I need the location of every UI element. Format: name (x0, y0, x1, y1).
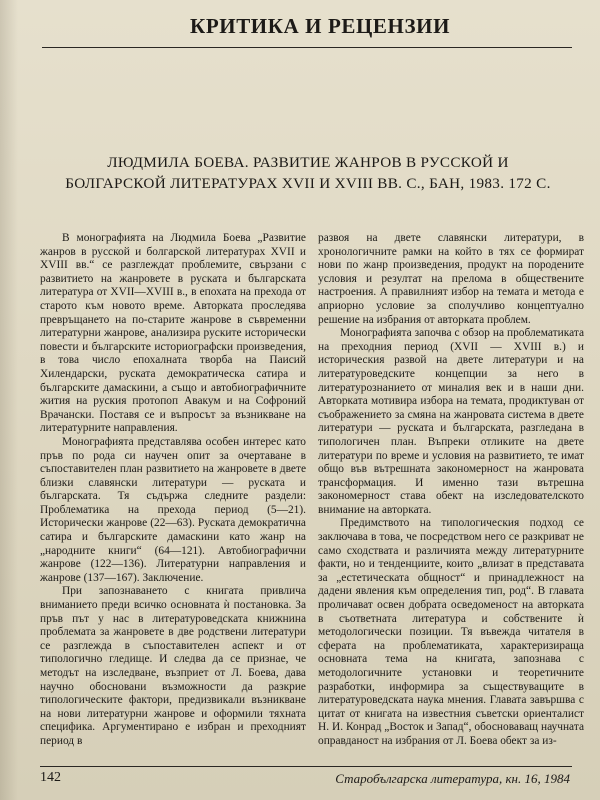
section-header: КРИТИКА И РЕЦЕНЗИИ (190, 14, 451, 38)
footer-rule (40, 766, 572, 767)
article-title: ЛЮДМИЛА БОЕВА. РАЗВИТИЕ ЖАНРОВ В РУССКОЙ И БОЛГАРСКОЙ ЛИТЕРАТУРАХ XVII И XVIII ВВ. С., БАН, 1983. 172 С. (65, 154, 551, 192)
journal-running-footer: Старобългарска литература, кн. 16, 1984 (335, 771, 570, 786)
page-edge-shadow (0, 0, 18, 800)
paragraph: Предимството на типологическия подход се заключава в това, че посредством него се разкриват не само сходствата и различията между литературните факти, но и тенденциите, които „влизат в представата за „естетическата общност“ и принадлежност на дадени явления към определения тип, род“. В главата проличават освен добрата осведоменост на авторката в съответната литература и собствените ѝ методологически позиции. Тя въвежда читателя в сферата на проблематиката, характеризираща основната тема на книгата, запознава с методологичните установки и теоретичните разработки, информира за съществуващите в литературоведската наука мнения. Главата завършва с цитат от книгата на известния съветски ориенталист Н. И. Конрад „Восток и Запад“, обосноваващ научната оправданост на избрания от Л. Боева обект за из- (318, 517, 584, 747)
header-rule (42, 47, 572, 48)
page-number: 142 (40, 770, 61, 785)
paragraph: При запознаването с книгата привлича вниманието преди всичко основната ѝ постановка. За пръв път у нас в литературоведската книжнина проблемата за жанровете в две родствени литератури се разглежда в съпоставителен аспект и от типологично гледище. И следва да се признае, че методът на изследване, възприет от Л. Боева, дава научно обосновани възможности да разкрие типологическите фактори, предизвикали възникване на нови литературни жанрове и оформили тяхната специфика. Аргументирано е избран и преходният период в (40, 585, 306, 747)
paragraph: развоя на двете славянски литератури, в хронологичните рамки на който в тях се формират нови по жанр произведения, продукт на породените условия и резултат на прелома в обществените настроения. А правилният избор на темата и метода е априорно условие за сполучливо концептуално решение на избрания от авторката проблем. (318, 232, 584, 326)
left-column (40, 232, 306, 749)
paragraph: Монографията представлява особен интерес като пръв по рода си научен опит за очертаване в съпоставителен план развитието на жанровете в двете близки славянски литератури — руската и българската. Тя съдържа следните раздели: Проблематика на прехода период (5—21). Исторически жанрове (22—63). Руската демократична сатира и българските дамаскини като жанр на „народните книги“ (64—121). Автобиографични жанрове (122—136). Литературни направления и жанрове (137—167). Заключение. (40, 435, 306, 584)
paragraph: В монографията на Людмила Боева „Развитие жанров в русской и болгарской литературах XVII и XVIII вв.“ се разглеждат проблемите, свързани с развитието на жанровете в руската и българската литература от XVII—XVIII в., в епохата на прехода от старото към новото време. Авторката проследява превръщането на по-старите жанрове в съвременни литературни жанрове, анализира руските исторически повести и българските историографски произведения, в това число епохалната творба на Паисий Хилендарски, руската демократическа сатира и българските дамаскини, а също и автобиографичните жития на руския протопоп Авакум и на Софроний Врачански. Поставя се и въпросът за възникване на литературните направления. (40, 232, 306, 435)
right-column (318, 232, 584, 749)
paragraph: Монографията започва с обзор на проблематиката на преходния период (XVII — XVIII в.) и историческия развой на двете литератури и на литературоведските концепции за него в литературознанието от миналия век и в наши дни. Авторката мотивира избора на темата, продиктуван от съображението за смяна на жанровата система в двете литератури — руската и българската, разгледана в типологичен план. Въпреки отликите на двете литератури по време и условия на развитието, те имат общо във вътрешната закономерност на жанровата трансформация. И именно тази вътрешна закономерност става обект на изследователското внимание на авторката. (318, 327, 584, 516)
